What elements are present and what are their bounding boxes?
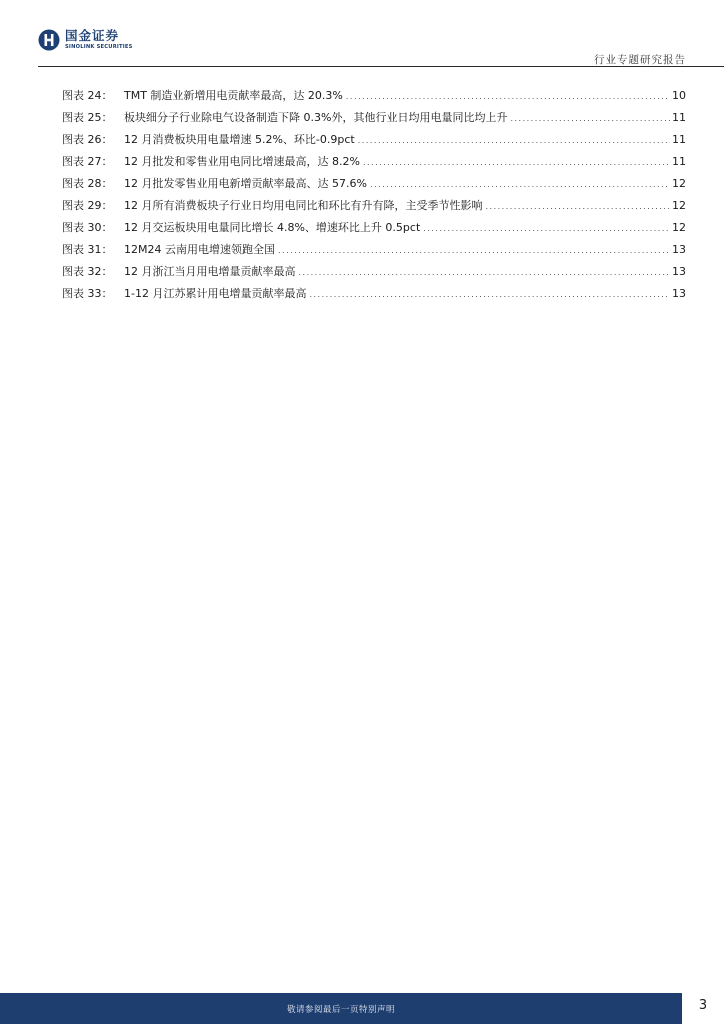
toc-dot-leader [510,114,670,123]
toc-entry[interactable] [62,285,686,307]
toc-dot-leader [309,290,670,299]
toc-entry-label: 图表 33： [62,287,113,300]
toc-entry-page: 13 [672,265,686,278]
toc-entry-label: 图表 31： [62,243,113,256]
toc-entry-page: 11 [672,111,686,124]
toc-dot-leader [346,92,670,101]
sinolink-logo-icon [38,29,60,51]
toc-entry-label: 图表 32： [62,265,113,278]
toc-entry[interactable] [62,131,686,153]
header-divider [38,66,724,67]
toc-entry[interactable] [62,153,686,175]
toc-entry-title: 12 月交运板块用电量同比增长 4.8%、增速环比上升 0.5pct [124,221,421,234]
logo-name-cn: 国金证券 [65,28,120,44]
toc-entry-title: 1-12 月江苏累计用电增量贡献率最高 [124,287,307,300]
toc-entry-title: TMT 制造业新增用电贡献率最高，达 20.3% [124,89,343,102]
toc-entry-page: 13 [672,243,686,256]
toc-entry[interactable] [62,175,686,197]
toc-entry-label: 图表 26： [62,133,113,146]
toc-entry[interactable] [62,197,686,219]
toc-entry-page: 13 [672,287,686,300]
toc-dot-leader [358,136,670,145]
document-type: 行业专题研究报告 [594,54,686,66]
toc-entry-page: 10 [672,89,686,102]
toc-entry-label: 图表 29： [62,199,113,212]
toc-entry-title: 12 月所有消费板块子行业日均用电同比和环比有升有降，主受季节性影响 [124,199,483,212]
toc-dot-leader [299,268,671,277]
chart-index-list [62,87,686,307]
toc-entry-title: 12 月批发零售业用电新增贡献率最高、达 57.6% [124,177,367,190]
toc-entry-page: 11 [672,133,686,146]
toc-entry-page: 12 [672,177,686,190]
toc-entry[interactable] [62,219,686,241]
toc-entry-page: 12 [672,199,686,212]
toc-entry-title: 12 月消费板块用电量增速 5.2%、环比-0.9pct [124,133,355,146]
toc-entry[interactable] [62,109,686,131]
toc-dot-leader [363,158,670,167]
toc-entry[interactable] [62,87,686,109]
toc-entry[interactable] [62,241,686,263]
toc-entry[interactable] [62,263,686,285]
page-header [0,0,724,70]
toc-dot-leader [370,180,670,189]
toc-entry-label: 图表 25： [62,111,113,124]
toc-entry-title: 12 月浙江当月用电增量贡献率最高 [124,265,296,278]
page-number: 3 [698,998,708,1013]
toc-entry-title: 12 月批发和零售业用电同比增速最高，达 8.2% [124,155,360,168]
logo-wordmark [65,30,133,50]
toc-entry-page: 11 [672,155,686,168]
toc-entry-label: 图表 30： [62,221,113,234]
logo-name-en: SINOLINK SECURITIES [65,43,133,50]
company-logo [38,29,133,51]
toc-entry-label: 图表 27： [62,155,113,168]
toc-dot-leader [486,202,671,211]
toc-entry-label: 图表 28： [62,177,113,190]
toc-dot-leader [278,246,670,255]
toc-entry-title: 12M24 云南用电增速领跑全国 [124,243,275,256]
toc-dot-leader [423,224,670,233]
toc-entry-page: 12 [672,221,686,234]
footer-disclaimer: 敬请参阅最后一页特别声明 [286,1005,395,1015]
toc-entry-label: 图表 24： [62,89,113,102]
toc-entry-title: 板块细分子行业除电气设备制造下降 0.3%外，其他行业日均用电量同比均上升 [124,111,508,124]
